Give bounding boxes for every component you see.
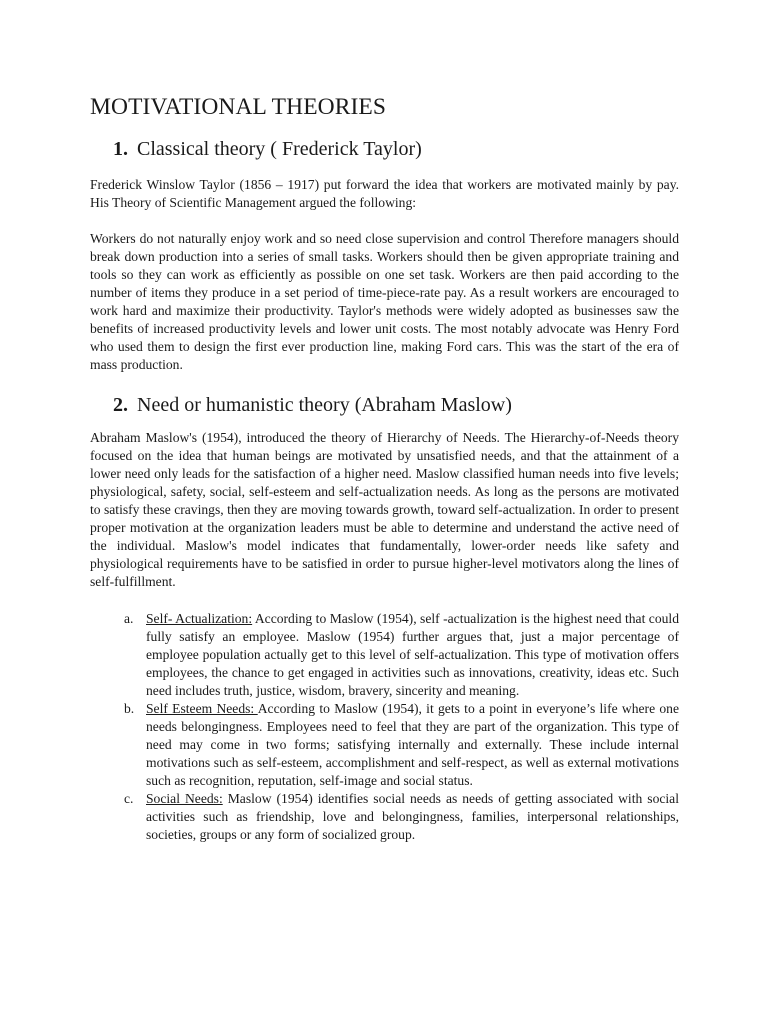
section-2-heading xyxy=(90,392,679,418)
document-title: MOTIVATIONAL THEORIES xyxy=(90,94,387,120)
section-1-intro: Frederick Winslow Taylor (1856 – 1917) put forward the idea that workers are motivated mainly by pay. His Theory of Scientific Management argued the following: xyxy=(90,177,679,210)
list-marker: c. xyxy=(124,791,134,806)
list-item-text: According to Maslow (1954), it gets to a point in everyone’s life where one needs belongingness. Employees need to feel that they are part of the organization. This type of need may come in two forms; satisfying internally and externally. These include internal motivations such as self-esteem, accomplishment and self-respect, as well as external motivations such as recognition, reputation, self-image and social status. xyxy=(146,701,679,788)
section-1-body: Workers do not naturally enjoy work and so need close supervision and control Therefore managers should break down production into a series of small tasks. Workers should then be given appropriate training and tools so they can work as efficiently as possible on one set task. Workers are then paid according to the number of items they produce in a set period of time-piece-rate pay. As a result workers are encouraged to work hard and maximize their productivity. Taylor's methods were widely adopted as businesses saw the benefits of increased productivity levels and lower unit costs. The most notably advocate was Henry Ford who used them to design the first ever production line, making Ford cars. This was the start of the era of mass production. xyxy=(90,231,679,372)
section-number: 2. xyxy=(113,394,128,416)
needs-list xyxy=(90,610,679,844)
list-item xyxy=(90,610,679,700)
list-item-text: Maslow (1954) identifies social needs as needs of getting associated with social activities such as friendship, love and belongingness, families, interpersonal relationships, societies, groups or any form of socialized group. xyxy=(146,791,679,842)
section-title: Need or humanistic theory (Abraham Maslow) xyxy=(137,394,512,416)
list-item-term: Social Needs: xyxy=(146,791,223,806)
section-title: Classical theory ( Frederick Taylor) xyxy=(137,138,422,160)
list-item-term: Self Esteem Needs: xyxy=(146,701,258,716)
list-item xyxy=(90,700,679,790)
list-item xyxy=(90,790,679,844)
document-page xyxy=(90,92,679,844)
section-1-heading xyxy=(90,136,679,162)
section-2-body: Abraham Maslow's (1954), introduced the theory of Hierarchy of Needs. The Hierarchy-of-Needs theory focused on the idea that human beings are motivated by unsatisfied needs, and that the attainment of a lower need only leads for the satisfaction of a higher need. Maslow classified human needs into five levels; physiological, safety, social, self-esteem and self-actualization needs. As long as the persons are motivated to satisfy these cravings, then they are moving towards growth, toward self-actualization. In order to present proper motivation at the organization leaders must be able to determine and understand the active need of the individual. Maslow's model indicates that fundamentally, lower-order needs like safety and physiological requirements have to be satisfied in order to pursue higher-level motivators along the lines of self-fulfillment. xyxy=(90,430,679,589)
list-marker: a. xyxy=(124,611,134,626)
list-item-text: According to Maslow (1954), self -actualization is the highest need that could fully satisfy an employee. Maslow (1954) further argues that, just a major percentage of employee population actually get to this level of self-actualization. This type of motivation offers employees, the chance to get engaged in activities such as innovations, creativity, ideas etc. Such need includes truth, justice, wisdom, bravery, sincerity and meaning. xyxy=(146,611,679,698)
section-number: 1. xyxy=(113,138,128,160)
list-marker: b. xyxy=(124,701,135,716)
list-item-term: Self- Actualization: xyxy=(146,611,253,626)
